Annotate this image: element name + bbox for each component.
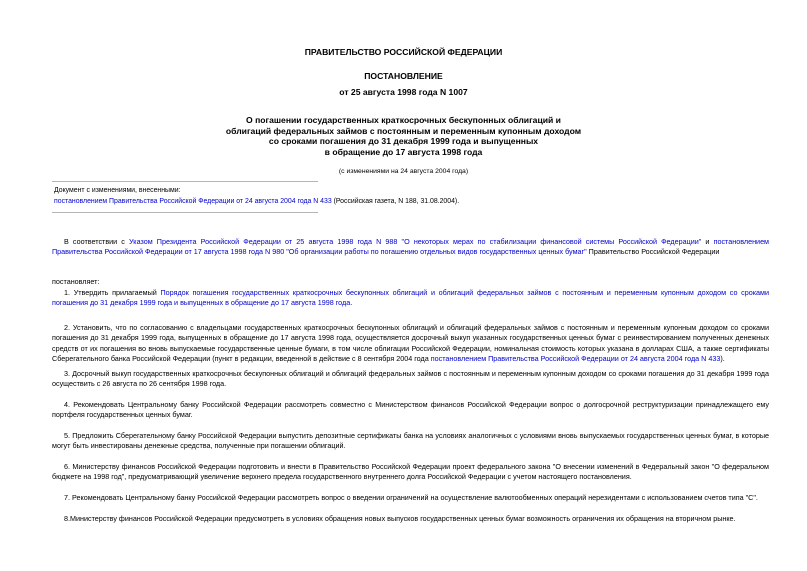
preamble-paragraph (52, 237, 769, 258)
document-title (0, 115, 807, 157)
item-text: 1. Утвердить прилагаемый (64, 288, 161, 297)
item-1 (52, 288, 769, 309)
item-4 (52, 400, 769, 421)
item-3 (52, 369, 769, 390)
date-number-heading: от 25 августа 1998 года N 1007 (339, 87, 468, 97)
preamble-text: В соответствии с (64, 237, 130, 246)
item-5 (52, 431, 769, 452)
presidential-decree-link[interactable]: Указом Президента Российской Федерации от 25 августа 1998 года N 988 "О некоторых мерах по стабилизации финансовой системы Российской Федерации" (129, 237, 702, 246)
item-text: 6. Министерству финансов Российской Федерации подготовить и внести в Правительство Российской Федерации проект федерального закона "О внесении изменений в Федеральный закон "О федеральном бюджете на 1998 год", предусматривающий увеличение верхнего предела государственного внутреннего долга Российской Федерации с учетом настоящего постановления. (52, 462, 769, 482)
amendments-bottom-divider (52, 212, 318, 213)
amendments-label: Документ с изменениями, внесенными: (54, 187, 181, 194)
item-text: 4. Рекомендовать Центральному банку Российской Федерации рассмотреть совместно с Министерством финансов Российской Федерации вопрос о долгосрочной реструктуризации принадлежащего ему портфеля государственных ценных бумаг. (52, 400, 769, 420)
item-8 (52, 514, 769, 524)
item-text: 5. Предложить Сберегательному банку Российской Федерации выпустить депозитные сертификаты банка на условиях аналогичных с условиями вновь выпускаемых государственных ценных бумаг, в которые могут быть инвестированы денежные средства, полученные при погашении облигаций. (52, 431, 769, 451)
preamble-text: Правительство Российской Федерации (586, 247, 720, 257)
title-line: О погашении государственных краткосрочных бескупонных облигаций и (246, 115, 561, 125)
item-text: . (350, 298, 353, 308)
item-text: 7. Рекомендовать Центральному банку Российской Федерации рассмотреть вопрос о введении ограничений на осуществление валютообменных операций нерезидентами с использованием счетов типа "С". (64, 493, 758, 502)
title-line: в обращение до 17 августа 1998 года (324, 146, 483, 157)
item-text: 2. Установить, что по согласованию с владельцами государственных краткосрочных бескупонных облигаций и облигаций федеральных займов с постоянным и переменным купонным доходом со сроками погашения до 31 декабря 1999 года, выпущенных в обращение до 17 августа 1998 года, осуществляется досрочный выкуп указанных государственных ценных бумаг с реинвестированием полученных денежных средств от их погашения во вновь выпускаемые государственные ценные бумаги, в том числе облигации Российской Федерации, номинальная стоимость которых указана в долларах США, а также сертификаты Сберегательного банка Российской Федерации (пункт в редакции, введенной в действие с 8 сентября 2004 года (52, 323, 769, 363)
item-text: ). (720, 353, 725, 363)
amendments-entry (54, 197, 459, 208)
amendments-top-divider (52, 181, 318, 182)
item-2 (52, 323, 769, 364)
doc-type-heading: ПОСТАНОВЛЕНИЕ (364, 71, 443, 81)
resolution-433-link[interactable]: постановлением Правительства Российской Федерации от 24 августа 2004 года N 433 (430, 353, 721, 363)
item-7 (52, 493, 769, 503)
item-6 (52, 462, 769, 483)
resolves-text: постановляет: (52, 277, 100, 286)
government-resolution-980-link[interactable]: постановлением Правительства Российской Федерации от 17 августа 1998 года N 980 "Об организации работы по погашению отдельных видов государственных ценных бумаг" (52, 237, 770, 257)
preamble-text: и (701, 237, 714, 246)
redemption-procedure-link[interactable]: Порядок погашения государственных краткосрочных бескупонных облигаций и облигаций федеральных займов с постоянным и переменным купонным доходом со сроками погашения до 31 декабря 1999 года и выпущенных в обращение до 17 августа 1998 года (52, 288, 769, 308)
item-text: 8.Министерству финансов Российской Федерации предусмотреть в условиях обращения новых выпусков государственных ценных бумаг возможность ограничения их обращения на вторичном рынке. (64, 514, 736, 523)
revision-note: (с изменениями на 24 августа 2004 года) (338, 168, 469, 175)
authority-heading: ПРАВИТЕЛЬСТВО РОССИЙСКОЙ ФЕДЕРАЦИИ (304, 47, 503, 57)
amendment-link[interactable]: постановлением Правительства Российской Федерации от 24 августа 2004 года N 433 (54, 198, 332, 205)
title-line: со сроками погашения до 31 декабря 1999 года и выпущенных (268, 136, 539, 147)
item-text: 3. Досрочный выкуп государственных краткосрочных бескупонных облигаций и облигаций федеральных займов с постоянным и переменным купонным доходом со сроками погашения до 31 декабря 1999 года осуществить с 26 августа по 26 сентября 1998 года. (52, 369, 769, 389)
title-line: облигаций федеральных займов с постоянным и переменным купонным доходом (225, 125, 582, 136)
amendment-source: (Российская газета, N 188, 31.08.2004). (331, 198, 460, 205)
